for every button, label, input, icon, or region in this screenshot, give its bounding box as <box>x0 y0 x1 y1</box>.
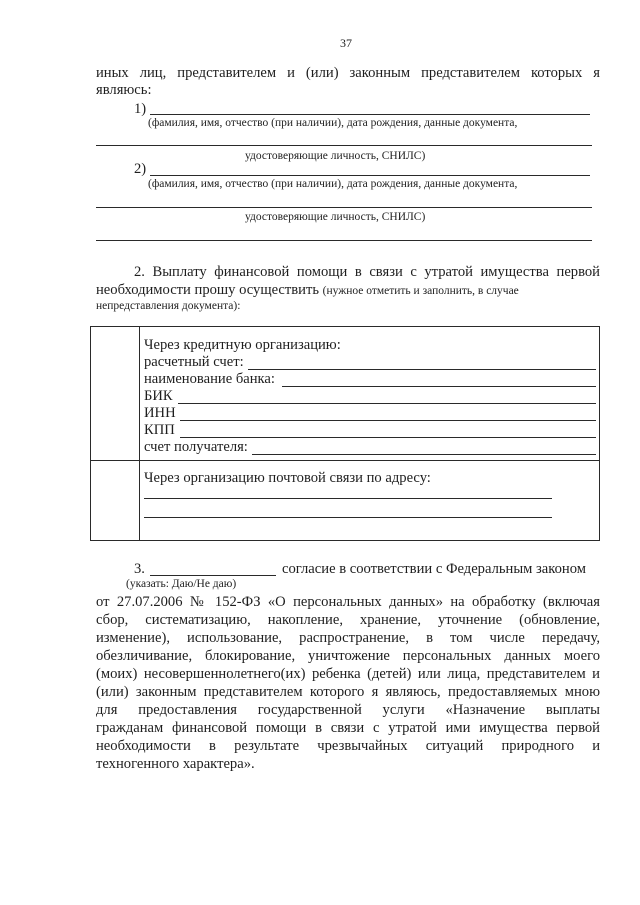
consent-hint: (указать: Даю/Не даю) <box>126 578 237 590</box>
recipient-account-field[interactable] <box>252 454 596 455</box>
intro-line-1: иных лиц, представителем и (или) законным представителем которых я <box>96 65 600 81</box>
bank-name-field[interactable] <box>282 386 596 387</box>
bik-field[interactable] <box>178 403 596 404</box>
section-3-line-8: гражданам финансовой помощи в связи с утратой ими имущества первой <box>96 720 600 736</box>
person-1-caption-2: удостоверяющие личность, СНИЛС) <box>245 150 426 162</box>
section-2-line-2 <box>96 281 519 300</box>
section-3-line-7: для предоставления государственной услуги «Назначение выплаты <box>96 702 600 718</box>
person-2-name-field[interactable] <box>150 175 590 176</box>
inn-label: ИНН <box>144 405 176 421</box>
bank-name-label: наименование банка: <box>144 371 275 387</box>
person-1-name-field[interactable] <box>150 114 590 115</box>
bank-account-label: расчетный счет: <box>144 354 244 370</box>
consent-answer-field[interactable] <box>150 575 276 576</box>
section-3-line-2: сбор, систематизацию, накопление, хранение, уточнение (обновление, <box>96 612 600 628</box>
person-1-details-field[interactable] <box>96 145 592 146</box>
person-1-number: 1) <box>134 101 147 117</box>
section-3-line-4: обезличивание, блокирование, уничтожение персональных данных моего <box>96 648 600 664</box>
option-bank-title: Через кредитную организацию: <box>144 337 341 353</box>
table-column-divider <box>139 326 140 541</box>
page-number: 37 <box>340 36 352 50</box>
bik-label: БИК <box>144 388 173 404</box>
section-3-line-1: от 27.07.2006 № 152-ФЗ «О персональных данных» на обработку (включая <box>96 594 600 610</box>
section-2-text: необходимости прошу осуществить <box>96 282 320 298</box>
section-3-line-6: (или) законным представителем которого я являюсь, предоставляемых мною <box>96 684 600 700</box>
section-3-line-10: техногенного характера». <box>96 756 255 772</box>
post-address-field-1[interactable] <box>144 498 552 499</box>
option-bank-checkbox[interactable] <box>91 327 138 459</box>
section-2-note-a: (нужное отметить и заполнить, в случае <box>322 285 519 297</box>
person-2-number: 2) <box>134 161 147 177</box>
person-1-caption-1: (фамилия, имя, отчество (при наличии), дата рождения, данные документа, <box>148 117 518 129</box>
post-address-field-2[interactable] <box>144 517 552 518</box>
section-3-line-9: необходимости в результате чрезвычайных ситуаций природного и <box>96 738 600 754</box>
person-2-caption-1: (фамилия, имя, отчество (при наличии), дата рождения, данные документа, <box>148 178 518 190</box>
person-2-details-field[interactable] <box>96 207 592 208</box>
inn-field[interactable] <box>180 420 596 421</box>
option-post-title: Через организацию почтовой связи по адресу: <box>144 470 431 486</box>
section-3-line-5: (моих) несовершеннолетнего(их) ребенка (детей) или лица, представителем и <box>96 666 600 682</box>
section-2-line-1: 2. Выплату финансовой помощи в связи с утратой имущества первой <box>134 264 600 280</box>
bank-account-field[interactable] <box>248 369 596 370</box>
kpp-label: КПП <box>144 422 175 438</box>
table-row-divider <box>90 460 600 461</box>
section-3-number: 3. <box>134 561 145 577</box>
person-2-caption-2: удостоверяющие личность, СНИЛС) <box>245 211 426 223</box>
option-post-checkbox[interactable] <box>91 461 138 540</box>
section-3-heading-text: согласие в соответствии с Федеральным законом <box>282 561 586 577</box>
intro-line-2: являюсь: <box>96 82 152 98</box>
recipient-account-label: счет получателя: <box>144 439 248 455</box>
section-2-note-b: непредставления документа): <box>96 300 241 312</box>
person-2-extra-field[interactable] <box>96 240 592 241</box>
section-3-line-3: изменение), использование, распространение, в том числе передачу, <box>96 630 600 646</box>
